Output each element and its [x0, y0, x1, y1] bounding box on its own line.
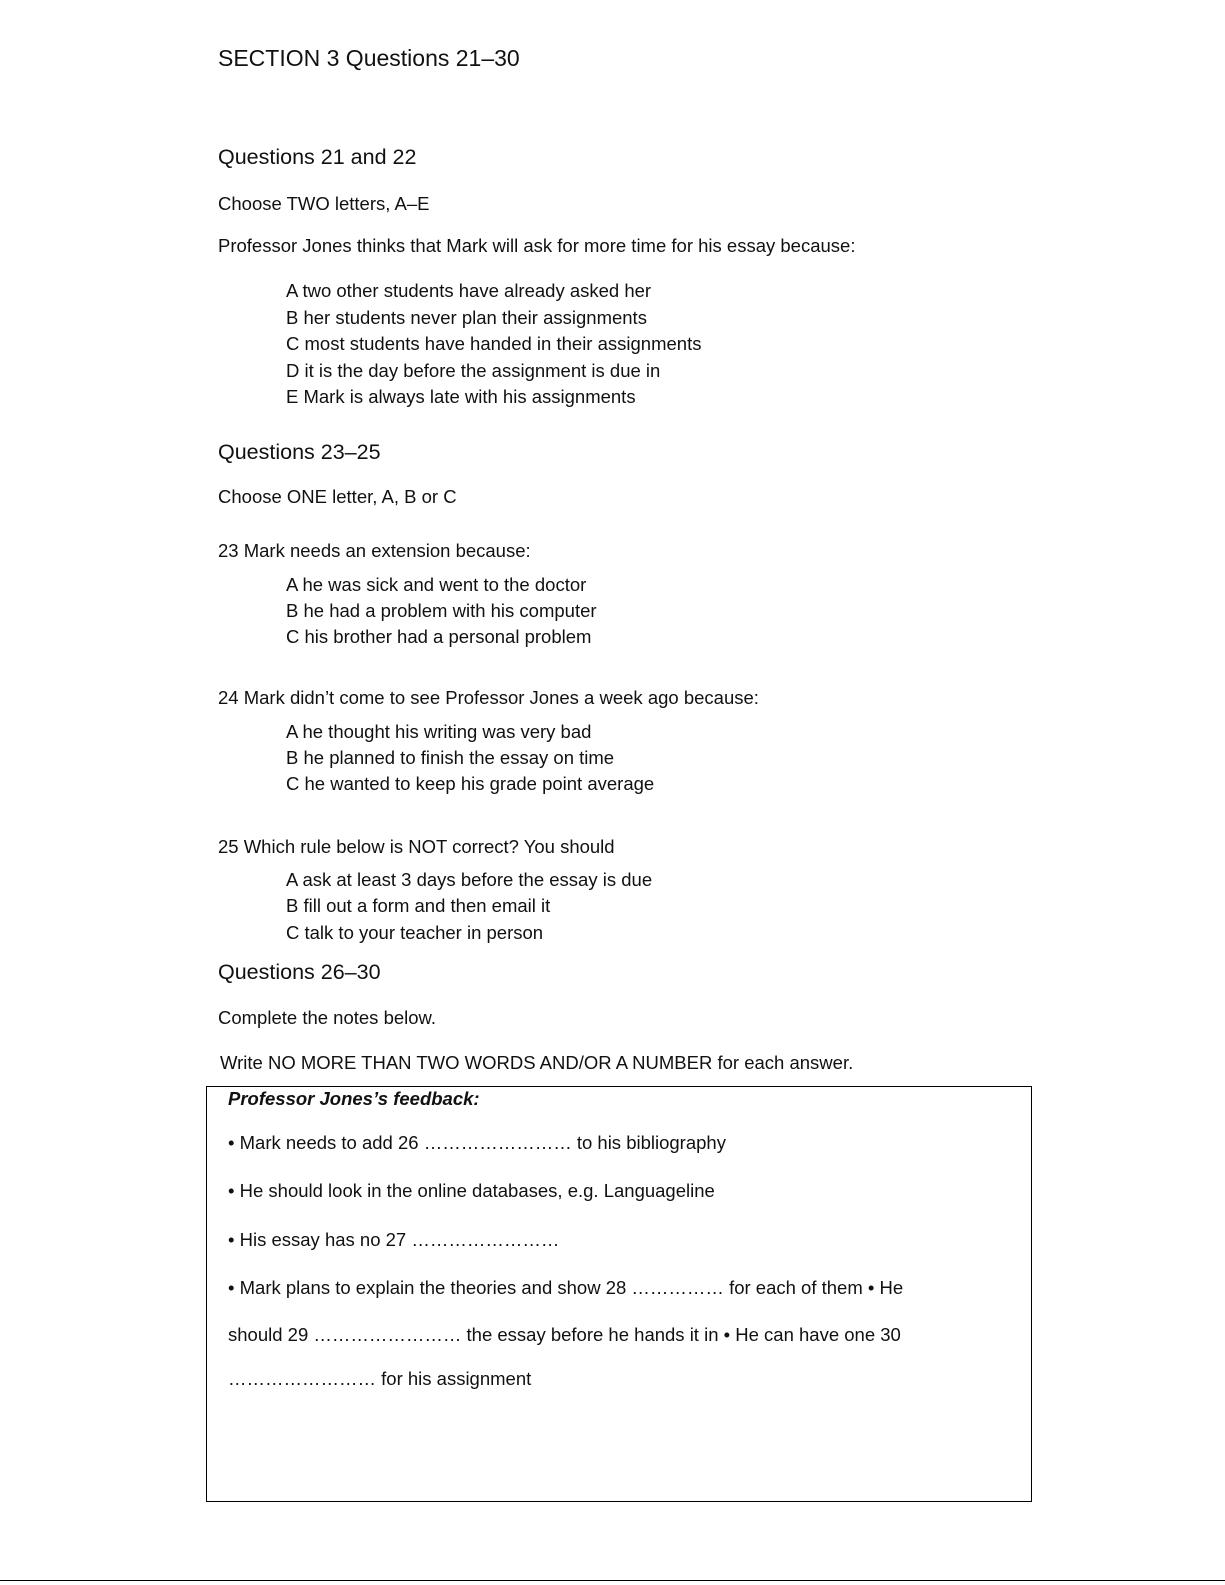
- question-25-stem: 25 Which rule below is NOT correct? You should: [218, 836, 615, 857]
- option-25-c: C talk to your teacher in person: [286, 922, 544, 943]
- questions-21-22-heading: Questions 21 and 22: [218, 145, 417, 169]
- questions-26-30-heading: Questions 26–30: [218, 960, 381, 984]
- notes-line-28: • Mark plans to explain the theories and show 28 …………… for each of them • He: [228, 1277, 904, 1298]
- word-limit-instruction: Write NO MORE THAN TWO WORDS AND/OR A NUMBER for each answer.: [220, 1052, 854, 1073]
- page-bottom-rule: [0, 1580, 1225, 1581]
- option-25-b: B fill out a form and then email it: [286, 895, 551, 916]
- option-21-e: E Mark is always late with his assignments: [286, 386, 636, 407]
- option-21-a: A two other students have already asked her: [286, 280, 652, 301]
- option-24-a: A he thought his writing was very bad: [286, 721, 592, 742]
- option-21-c: C most students have handed in their assignments: [286, 333, 702, 354]
- questions-23-25-heading: Questions 23–25: [218, 440, 381, 464]
- questions-23-25-instruction: Choose ONE letter, A, B or C: [218, 486, 457, 507]
- questions-26-30-instruction: Complete the notes below.: [218, 1007, 437, 1028]
- questions-21-22-stem: Professor Jones thinks that Mark will ask for more time for his essay because:: [218, 235, 856, 256]
- option-24-c: C he wanted to keep his grade point average: [286, 773, 655, 794]
- question-24-stem: 24 Mark didn’t come to see Professor Jones a week ago because:: [218, 687, 759, 708]
- notes-line-databases: • He should look in the online databases, e.g. Languageline: [228, 1180, 715, 1201]
- option-24-b: B he planned to finish the essay on time: [286, 747, 615, 768]
- notes-line-30: …………………… for his assignment: [228, 1368, 532, 1389]
- notes-line-29: should 29 …………………… the essay before he hands it in • He can have one 30: [228, 1324, 901, 1345]
- option-21-b: B her students never plan their assignments: [286, 307, 647, 328]
- question-23-stem: 23 Mark needs an extension because:: [218, 540, 531, 561]
- option-23-b: B he had a problem with his computer: [286, 600, 597, 621]
- notes-title: Professor Jones’s feedback:: [228, 1088, 480, 1109]
- option-23-a: A he was sick and went to the doctor: [286, 574, 587, 595]
- questions-21-22-instruction: Choose TWO letters, A–E: [218, 193, 430, 214]
- option-23-c: C his brother had a personal problem: [286, 626, 592, 647]
- option-25-a: A ask at least 3 days before the essay is due: [286, 869, 653, 890]
- notes-line-27: • His essay has no 27 ……………………: [228, 1229, 560, 1250]
- section-title: SECTION 3 Questions 21–30: [218, 45, 520, 71]
- notes-line-26: • Mark needs to add 26 …………………… to his bibliography: [228, 1132, 726, 1153]
- notes-box: [206, 1086, 1032, 1502]
- option-21-d: D it is the day before the assignment is due in: [286, 360, 661, 381]
